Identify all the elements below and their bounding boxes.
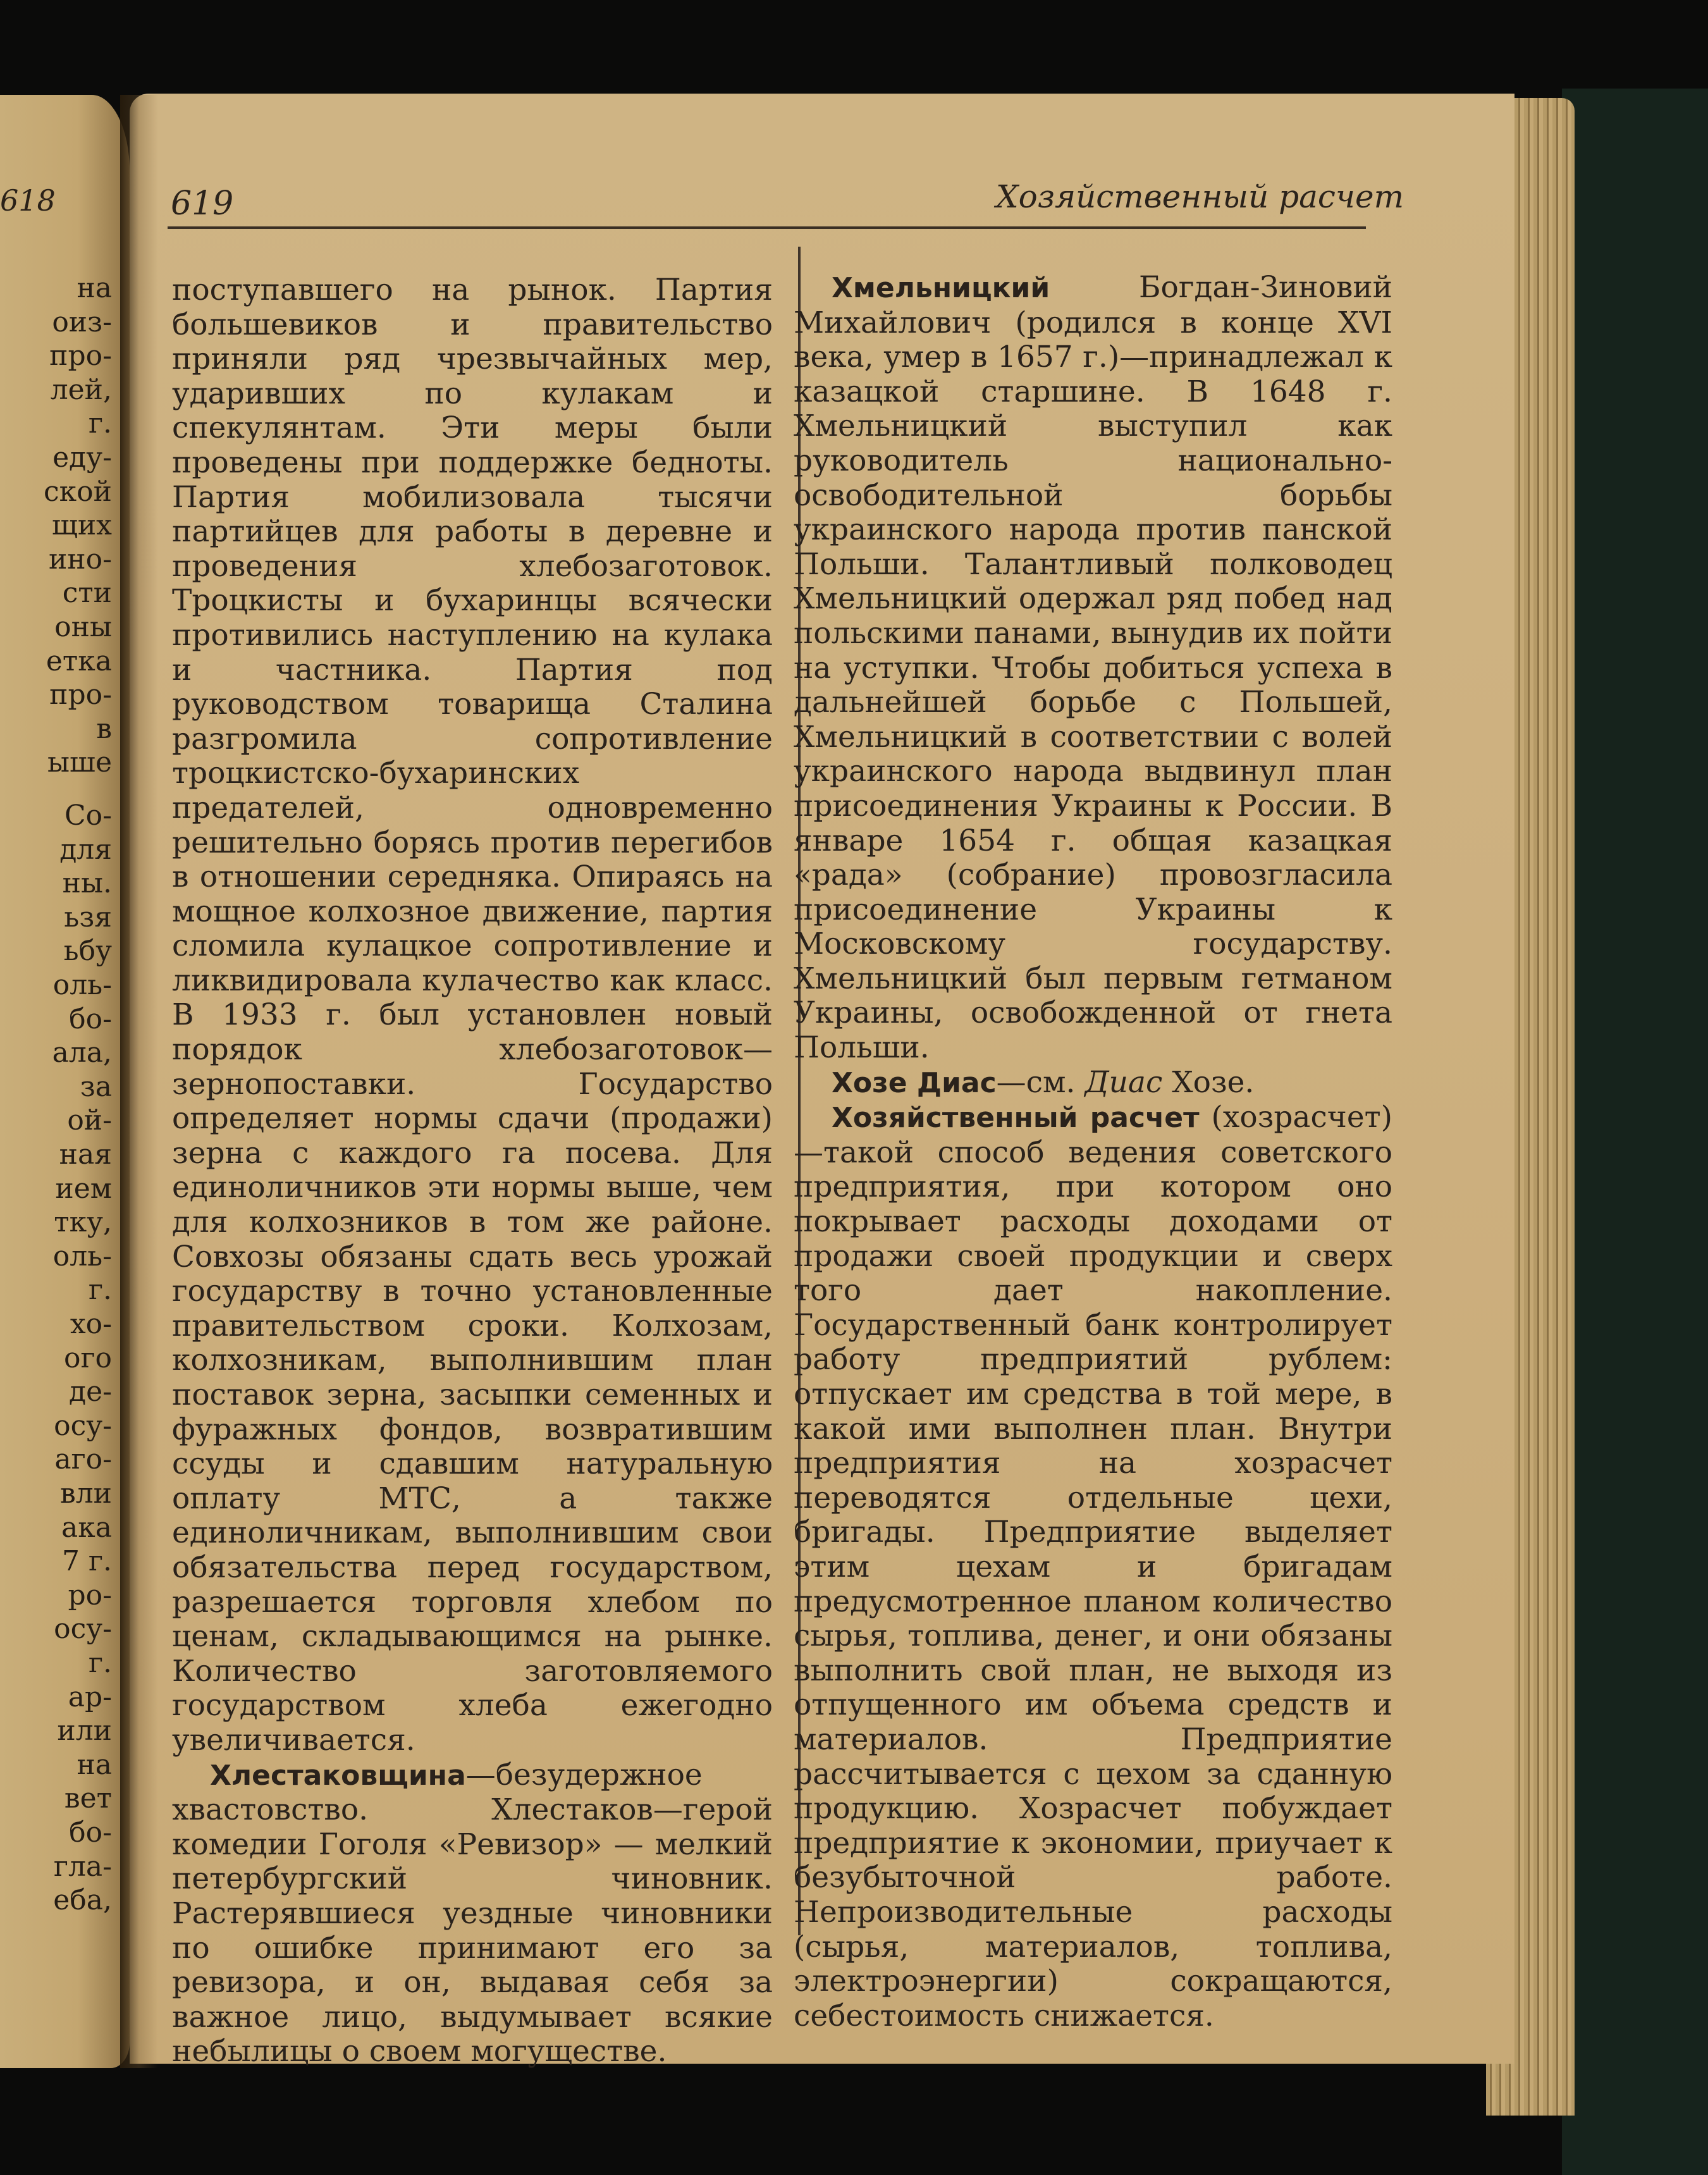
entry-term: Хозе Диас <box>832 1066 997 1099</box>
entry-khlestakovshchina <box>172 1758 773 2069</box>
previous-page-fragment: сти <box>62 577 112 610</box>
previous-page-fragment: еду- <box>52 441 112 474</box>
entry-text: (хозрасчет)—такой способ ведения советского предприятия, при котором оно покрывает расходы доходами от продажи своей продукции и сверх того дает накопление. Государственный банк контролирует работу предприятий рублем: отпускает им средства в той мере, в какой ими выполнен план. Внутри предприятия на хозрасчет переводятся отдельные цехи, бригады. Предприятие выделяет этим цехам и бригадам предусмотренное планом количество сырья, топлива, денег, и они обязаны выполнить свой план, не выходя из отпущенного им объема средств и материалов. Предприятие рассчитывается с цехом за сданную продукцию. Хозрасчет побуждает предприятие к экономии, приучает к безубыточной работе. Непроизводительные расходы (сырья, материалов, топлива, электроэнергии) сокращаются, себестоимость снижается. <box>794 1100 1392 2033</box>
previous-page-fragment: оль- <box>52 969 112 1001</box>
entry-text: Богдан-Зиновий Михайлович (родился в конце XVI века, умер в 1657 г.)—принадлежал к казацкой старшине. В 1648 г. Хмельницкий выступил как руководитель национально-освободительной борьбы украинского народа против панской Польши. Талантливый полководец Хмельницкий одержал ряд побед над польскими панами, вынудив их пойти на уступки. Чтобы добиться успеха в дальнейшей борьбе с Польшей, Хмельницкий в соответствии с волей украинского народа выдвинул план присоединения Украины к России. В январе 1654 г. общая казацкая «рада» (собрание) провозгласила присоединение Украины к Московскому государству. Хмельницкий был первым гетманом Украины, освобожденной от гнета Польши. <box>794 270 1392 1066</box>
previous-page-fragment: или <box>57 1715 112 1747</box>
previous-page-fragment: оиз- <box>52 305 112 338</box>
previous-page-fragment: етка <box>46 644 112 677</box>
cross-reference: Диас <box>1084 1064 1163 1100</box>
previous-page-fragment: осу- <box>54 1613 112 1646</box>
previous-page-fragment: тку, <box>54 1206 112 1239</box>
previous-page-fragment: г. <box>88 1647 112 1679</box>
previous-page-fragment: щих <box>51 509 112 542</box>
previous-page-fragment: ьзя <box>64 901 112 933</box>
previous-page-fragment: ыше <box>47 746 112 779</box>
previous-page-fragment: вет <box>64 1782 112 1815</box>
previous-page-fragment: ны. <box>62 867 112 900</box>
previous-page-fragment: вли <box>59 1477 112 1510</box>
right-column <box>794 271 1392 2033</box>
previous-page-fragment: за <box>80 1070 112 1103</box>
previous-page-fragment: г. <box>88 1274 112 1307</box>
previous-page-fragment: ино- <box>48 543 112 576</box>
entry-text: Хозе. <box>1162 1064 1255 1100</box>
previous-page-fragment: на <box>77 272 112 304</box>
previous-page-fragment: ской <box>44 475 112 508</box>
page-number: 619 <box>171 185 234 223</box>
previous-page-fragment: оны <box>54 611 112 643</box>
previous-page-fragment: для <box>59 833 112 866</box>
previous-page-fragment: ака <box>61 1511 112 1544</box>
previous-page-fragment: на <box>77 1748 112 1781</box>
previous-page-fragment: про- <box>49 340 112 373</box>
entry-khmelnitsky <box>794 271 1392 1066</box>
previous-page-fragment: лей, <box>50 373 112 406</box>
previous-page-fragment: в <box>96 712 112 745</box>
previous-page-fragment: ого <box>63 1341 112 1374</box>
previous-page-fragment: г. <box>88 407 112 440</box>
previous-page-number: 618 <box>0 183 56 218</box>
entry-term: Хозяйственный расчет <box>832 1102 1200 1135</box>
previous-page-fragment: про- <box>49 679 112 712</box>
previous-page-fragment: бо- <box>69 1816 112 1849</box>
entry-term: Хлестаковщина <box>210 1759 466 1792</box>
previous-page-fragment: еба, <box>53 1884 112 1917</box>
previous-page-fragment: ием <box>55 1172 112 1205</box>
running-title: Хозяйственный расчет <box>996 178 1404 215</box>
previous-page <box>0 95 130 2068</box>
previous-page-fragment: осу- <box>54 1409 112 1442</box>
entry-khoze-dias <box>794 1066 1392 1101</box>
previous-page-fragment: оль- <box>52 1240 112 1272</box>
previous-page-fragment: де- <box>69 1376 112 1408</box>
previous-page-fragment: ьбу <box>63 935 112 968</box>
previous-page-fragment: ой- <box>67 1104 112 1137</box>
previous-page-fragment: ала, <box>52 1037 112 1069</box>
previous-page-fragment: аго- <box>54 1443 112 1476</box>
gutter-shadow <box>120 95 158 2068</box>
previous-page-fragment: ная <box>59 1138 112 1171</box>
previous-page-fragment: бо- <box>69 1002 112 1035</box>
left-column <box>172 273 773 2069</box>
previous-page-fragment: хо- <box>70 1308 112 1340</box>
previous-page-fragment: Со- <box>64 799 112 832</box>
entry-text: —безудержное хвастовство. Хлестаков—герой комедии Гоголя «Ревизор» — мелкий петербургский чиновник. Растерявшиеся уездные чиновники по ошибке принимают его за ревизора, и он, выдавая себя за важное лицо, выдумывает всякие небылицы о своем могуществе. <box>172 1757 773 2069</box>
entry-khozraschet <box>794 1100 1392 2033</box>
header-rule <box>168 226 1366 229</box>
book-cover-edge <box>1562 89 1708 2175</box>
entry-term: Хмельницкий <box>832 272 1050 304</box>
previous-page-fragment: ар- <box>68 1680 112 1713</box>
previous-page-fragment: 7 г. <box>61 1545 112 1578</box>
previous-page-fragment: гла- <box>53 1850 112 1883</box>
continued-paragraph: поступавшего на рынок. Партия большевиков и правительство приняли ряд чрезвычайных мер, ударивших по кулакам и спекулянтам. Эти меры были проведены при поддержке бедноты. Партия мобилизовала тысячи партийцев для работы в деревне и проведения хлебозаготовок. Троцкисты и бухаринцы всячески противились наступлению на кулака и частника. Партия под руководством товарища Сталина разгромила сопротивление троцкистско-бухаринских предателей, одновременно решительно борясь против перегибов в отношении середняка. Опираясь на мощное колхозное движение, партия сломила кулацкое сопротивление и ликвидировала кулачество как класс. В 1933 г. был установлен новый порядок хлебозаготовок—зернопоставки. Государство определяет нормы сдачи (продажи) зерна с каждого га посева. Для единоличников эти нормы выше, чем для колхозников в том же районе. Совхозы обязаны сдать весь урожай государству в точно установленные правительством сроки. Колхозам, колхозникам, выполнившим план поставок зерна, засыпки семенных и фуражных фондов, возвратившим ссуды и сдавшим натуральную оплату МТС, а также единоличникам, выполнившим свои обязательства перед государством, разрешается торговля хлебом по ценам, складывающимся на рынке. Количество заготовляемого государством хлеба ежегодно увеличивается. <box>172 273 773 1758</box>
entry-text: —см. <box>996 1064 1085 1100</box>
previous-page-fragment: ро- <box>68 1579 112 1611</box>
